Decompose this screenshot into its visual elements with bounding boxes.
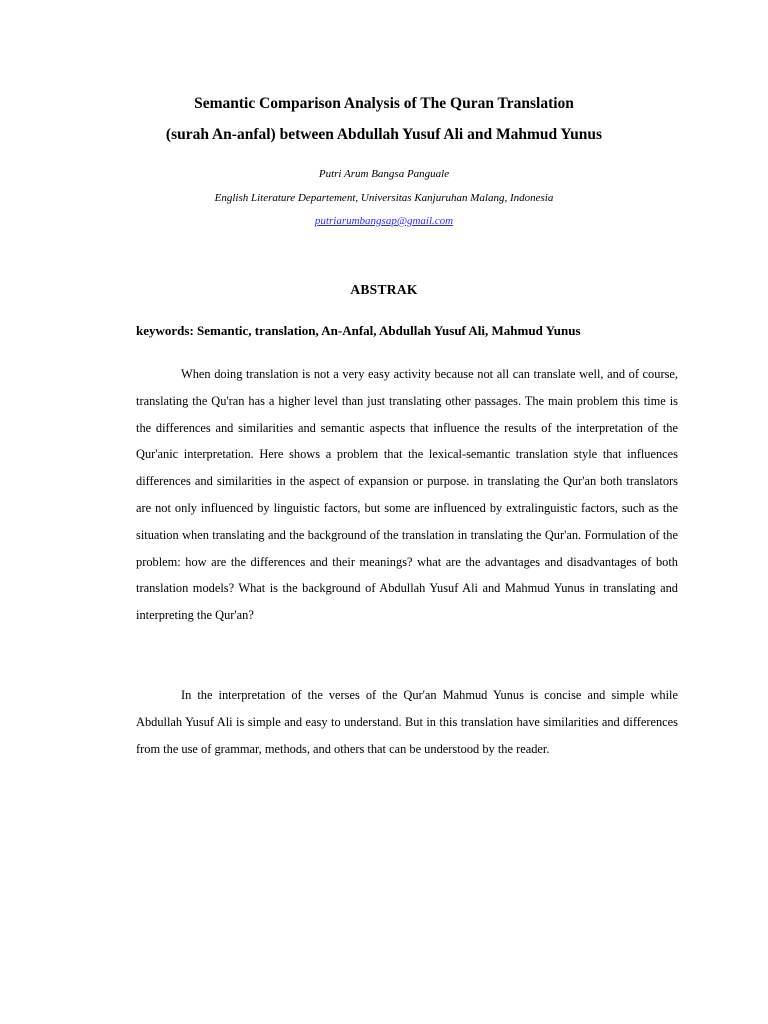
abstract-heading: ABSTRAK (350, 282, 418, 297)
abstract-paragraph-1: When doing translation is not a very easy activity because not all can translate well, and of course, translating the Qu'ran has a higher level than just translating other passages. The main problem this time is the differences and similarities and semantic aspects that influence the results of the interpretation of the Qur'anic interpretation. Here shows a problem that the lexical-semantic translation style that influences differences and similarities in the aspect of expansion or purpose. in translating the Qur'an both translators are not only influenced by linguistic factors, but some are influenced by extralinguistic factors, such as the situation when translating and the background of the translation in translating the Qur'an. Formulation of the problem: how are the differences and their meanings? what are the advantages and disadvantages of both translation models? What is the background of Abdullah Yusuf Ali and Mahmud Yunus in translating and interpreting the Qur'an? (136, 367, 678, 623)
keywords-line: keywords: Semantic, translation, An-Anfal, Abdullah Yusuf Ali, Mahmud Yunus (136, 323, 581, 338)
author-affiliation: English Literature Departement, Universitas Kanjuruhan Malang, Indonesia (214, 192, 554, 204)
author-name: Putri Arum Bangsa Panguale (318, 168, 450, 180)
email-link[interactable]: putriarumbangsap@gmail.com (314, 215, 454, 227)
paper-title-line-1: Semantic Comparison Analysis of The Quran Translation (194, 95, 574, 112)
author-email (60, 214, 708, 228)
abstract-paragraph-2: In the interpretation of the verses of the Qur'an Mahmud Yunus is concise and simple while Abdullah Yusuf Ali is simple and easy to understand. But in this translation have similarities and differences from the use of grammar, methods, and others that can be understood by the reader. (136, 688, 678, 756)
paper-title-line-2: (surah An-anfal) between Abdullah Yusuf Ali and Mahmud Yunus (165, 126, 603, 143)
